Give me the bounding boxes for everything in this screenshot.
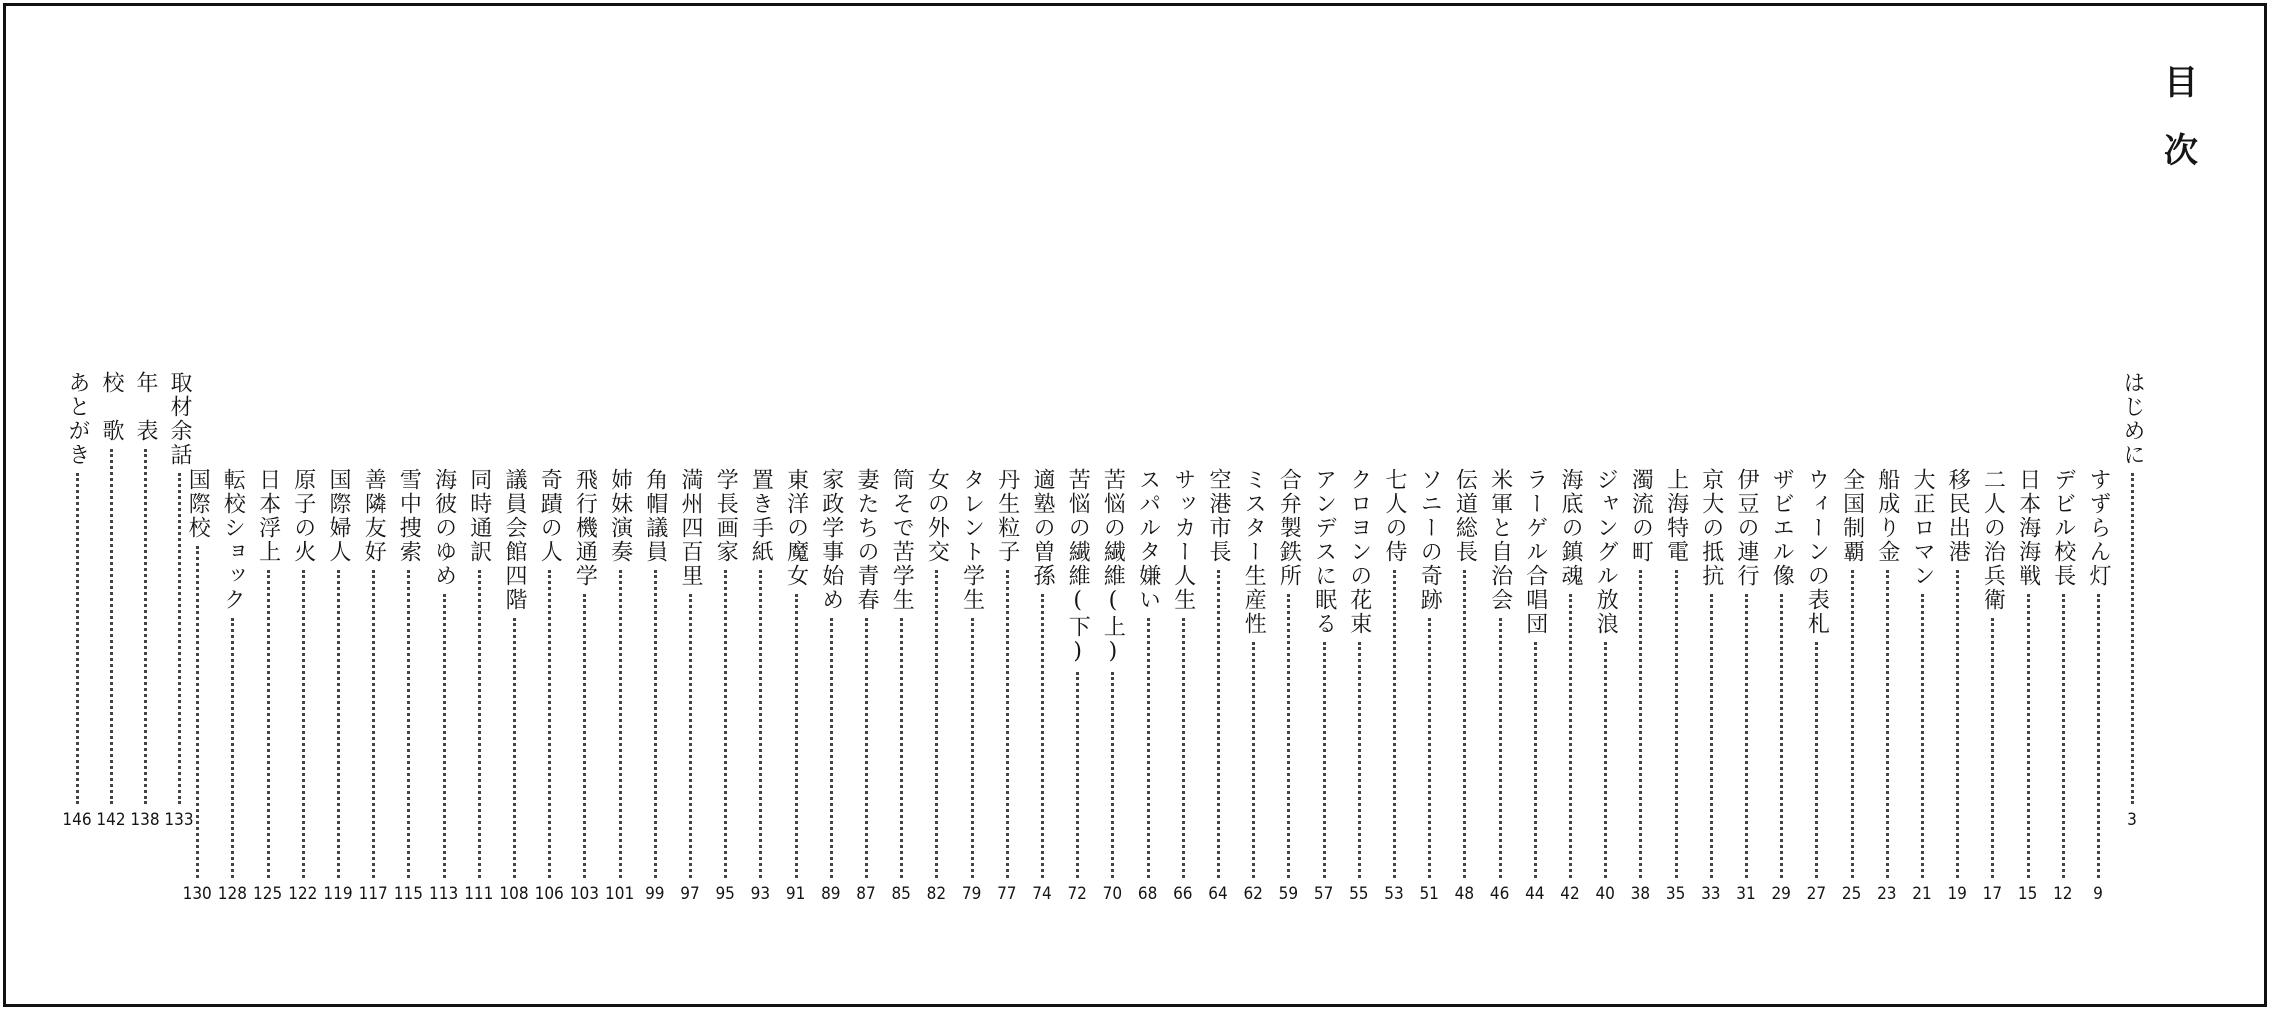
- toc-leader-dots: [110, 449, 113, 804]
- toc-entry-title: はじめに: [2120, 371, 2145, 467]
- toc-entry-title: 転校ショック: [220, 468, 246, 612]
- toc-page-number: 51: [1419, 884, 1439, 904]
- toc-page-number: 130: [182, 884, 212, 904]
- toc-page-number: 122: [288, 884, 318, 904]
- toc-page-number: 128: [217, 884, 247, 904]
- toc-leader-dots: [1604, 642, 1607, 878]
- toc-entry: [992, 468, 1022, 906]
- toc-page-number: 106: [534, 884, 564, 904]
- toc-page-number: 66: [1173, 884, 1193, 904]
- toc-entry-title: 七人の侍: [1382, 468, 1407, 564]
- toc-leader-dots: [900, 618, 903, 878]
- toc-entry-title: 合弁製鉄所: [1276, 468, 1302, 588]
- toc-leader-dots: [1111, 672, 1114, 878]
- toc-page-number: 138: [130, 810, 160, 830]
- toc-page-number: 89: [821, 884, 841, 904]
- toc-leader-dots: [513, 618, 516, 878]
- toc-entry-title: 二人の治兵衛: [1980, 468, 2006, 612]
- toc-page-number: 27: [1806, 884, 1827, 904]
- toc-entry-title: 姉妹演奏: [607, 468, 633, 564]
- toc-leader-dots: [443, 594, 446, 878]
- toc-leader-dots: [1815, 642, 1818, 878]
- toc-entry: [816, 468, 846, 906]
- toc-leader-dots: [1886, 570, 1889, 878]
- toc-leader-dots: [1921, 594, 1924, 878]
- toc-entry: [499, 468, 529, 906]
- toc-entry: [130, 371, 160, 832]
- toc-page-number: 35: [1665, 884, 1686, 904]
- toc-page-number: 70: [1102, 884, 1123, 904]
- toc-entry-title: 海彼のゆめ: [431, 468, 457, 588]
- toc-leader-dots: [1217, 570, 1220, 878]
- toc-entry: [1097, 468, 1127, 906]
- toc-entry: [2048, 468, 2078, 906]
- toc-entry: [675, 468, 705, 906]
- toc-page-number: 101: [605, 884, 635, 904]
- toc-entry: [1977, 468, 2007, 906]
- toc-leader-dots: [2027, 594, 2030, 878]
- toc-leader-dots: [144, 449, 147, 804]
- toc-leader-dots: [1745, 594, 1748, 878]
- toc-entry: [1062, 468, 1092, 906]
- toc-entry-title: 満州四百里: [678, 468, 703, 588]
- toc-entry: [393, 468, 423, 906]
- toc-page-number: 3: [2127, 810, 2137, 830]
- toc-page-number: 33: [1701, 884, 1721, 904]
- toc-entry-title: 適塾の曽孫: [1030, 468, 1055, 588]
- toc-leader-dots: [2131, 473, 2134, 804]
- toc-entry-title: 移民出港: [1945, 468, 1971, 564]
- toc-page-number: 85: [891, 884, 911, 904]
- toc-leader-dots: [1851, 570, 1854, 878]
- toc-leader-dots: [1956, 570, 1959, 878]
- toc-leader-dots: [1358, 642, 1361, 878]
- toc-entry: [253, 468, 283, 906]
- toc-entry-title: 家政学事始め: [818, 468, 844, 612]
- toc-entry: [96, 371, 126, 832]
- toc-entry-title: 取材余話: [167, 371, 192, 467]
- toc-entry-title: サッカー人生: [1170, 468, 1196, 612]
- toc-page-number: 133: [164, 810, 194, 830]
- toc-leader-dots: [1463, 570, 1466, 878]
- toc-entry: [1661, 468, 1691, 906]
- toc-entry-title: スパルタ嫌い: [1135, 468, 1161, 612]
- toc-page-number: 31: [1736, 884, 1756, 904]
- toc-entry-title: 国際校: [185, 468, 211, 540]
- toc-page-number: 48: [1454, 884, 1475, 904]
- toc-entry-title: 伝道総長: [1452, 468, 1478, 564]
- toc-entry-title: 日本海海戦: [2015, 468, 2041, 588]
- toc-page-number: 25: [1841, 884, 1862, 904]
- toc-page-number: 97: [680, 884, 700, 904]
- toc-entry: [1379, 468, 1409, 906]
- toc-entry: [1344, 468, 1374, 906]
- toc-entry: [1766, 468, 1796, 906]
- toc-entry: [886, 468, 916, 906]
- toc-leader-dots: [267, 570, 270, 878]
- toc-entry: [1309, 468, 1339, 906]
- toc-entry: [1801, 468, 1831, 906]
- toc-page-number: 82: [926, 884, 947, 904]
- toc-page-number: 111: [464, 884, 494, 904]
- toc-entry: [429, 468, 459, 906]
- toc-entry-title: クロヨンの花束: [1346, 468, 1372, 636]
- toc-entry: [1696, 468, 1726, 906]
- toc-page-number: 99: [645, 884, 665, 904]
- toc-leader-dots: [1393, 570, 1396, 878]
- toc-page-number: 93: [750, 884, 771, 904]
- toc-entry: [534, 468, 564, 906]
- toc-leader-dots: [1991, 618, 1994, 878]
- toc-entry: [745, 468, 775, 906]
- toc-entry-title: 置き手紙: [748, 468, 774, 564]
- toc-entry: [1168, 468, 1198, 906]
- toc-entry-title: ソニーの奇跡: [1417, 468, 1443, 612]
- toc-leader-dots: [1323, 642, 1326, 878]
- toc-page-number: 21: [1912, 884, 1932, 904]
- toc-page-number: 113: [429, 884, 459, 904]
- toc-leader-dots: [619, 570, 622, 878]
- toc-leader-dots: [1569, 594, 1572, 878]
- toc-page-number: 17: [1982, 884, 2003, 904]
- toc-page-number: 57: [1313, 884, 1334, 904]
- toc-leader-dots: [478, 570, 481, 878]
- toc-page-number: 103: [569, 884, 599, 904]
- toc-page-number: 146: [62, 810, 92, 830]
- toc-leader-dots: [1182, 618, 1185, 878]
- toc-entry: [358, 468, 388, 906]
- toc-entry-title: 大正ロマン: [1910, 468, 1935, 588]
- toc-entry: [957, 468, 987, 906]
- toc-entry: [1590, 468, 1620, 906]
- toc-page-number: 46: [1489, 884, 1510, 904]
- toc-page-number: 87: [856, 884, 876, 904]
- toc-leader-dots: [1780, 594, 1783, 878]
- toc-entry: [1203, 468, 1233, 906]
- toc-entry-title: 東洋の魔女: [783, 468, 809, 588]
- toc-page-number: 119: [323, 884, 353, 904]
- toc-entry-title: あとがき: [65, 371, 90, 467]
- toc-page-number: 59: [1278, 884, 1299, 904]
- toc-leader-dots: [407, 570, 410, 878]
- toc-page-number: 15: [2017, 884, 2038, 904]
- toc-leader-dots: [2097, 594, 2100, 878]
- toc-entry-title: 校 歌: [99, 371, 124, 443]
- toc-entry-title: 上海特電: [1663, 468, 1689, 564]
- toc-entry-title: 伊豆の連行: [1734, 468, 1759, 588]
- toc-page-number: 40: [1595, 884, 1615, 904]
- toc-leader-dots: [1428, 618, 1431, 878]
- toc-leader-dots: [1147, 618, 1150, 878]
- toc-entry: [1414, 468, 1444, 906]
- toc-leader-dots: [1252, 642, 1255, 878]
- toc-entry: [217, 468, 247, 906]
- toc-entry-title: ジャングル放浪: [1593, 468, 1619, 636]
- toc-page-number: 19: [1947, 884, 1967, 904]
- toc-entry-title: 学長画家: [713, 468, 739, 564]
- toc-leader-dots: [231, 618, 234, 878]
- toc-entry: [2083, 468, 2113, 906]
- toc-entry: [1942, 468, 1972, 906]
- toc-entry: [1238, 468, 1268, 906]
- toc-page-number: 38: [1630, 884, 1651, 904]
- toc-entry-title: ザビエル像: [1769, 468, 1795, 588]
- toc-leader-dots: [372, 570, 375, 878]
- toc-entry: [1485, 468, 1515, 906]
- toc-entry-title: すずらん灯: [2086, 468, 2111, 588]
- toc-entry-title: 米軍と自治会: [1487, 468, 1513, 612]
- toc-entry-title: 国際婦人: [326, 468, 351, 564]
- page-title: [2141, 63, 2221, 171]
- toc-entry-title: デビル校長: [2050, 468, 2076, 588]
- toc-entry-title: 角帽議員: [642, 468, 668, 564]
- toc-page-number: 142: [96, 810, 126, 830]
- toc-entry-title: 奇蹟の人: [537, 468, 563, 564]
- toc-page-number: 74: [1032, 884, 1052, 904]
- toc-entry-title: ウィーンの表札: [1804, 468, 1830, 636]
- toc-entry-title: ラーゲル合唱団: [1522, 468, 1548, 636]
- toc-entry: [1625, 468, 1655, 906]
- toc-leader-dots: [689, 594, 692, 878]
- toc-entry: [781, 468, 811, 906]
- toc-entry-title: 京大の抵抗: [1698, 468, 1724, 588]
- toc-entry: [710, 468, 740, 906]
- toc-entry-title: 全国制覇: [1839, 468, 1865, 564]
- toc-entry-title: 妻たちの青春: [854, 468, 879, 612]
- toc-leader-dots: [935, 570, 938, 878]
- toc-entry: [1520, 468, 1550, 906]
- toc-entry: [640, 468, 670, 906]
- toc-leader-dots: [1041, 594, 1044, 878]
- toc-leader-dots: [337, 570, 340, 878]
- toc-leader-dots: [2062, 594, 2065, 878]
- toc-entry-title: 同時通訳: [466, 468, 492, 564]
- toc-page-number: 79: [961, 884, 982, 904]
- toc-entry: [851, 468, 881, 906]
- toc-entry-title: 日本浮上: [255, 468, 281, 564]
- toc-entry: [1449, 468, 1479, 906]
- toc-entry-title: 丹生粒子: [994, 468, 1020, 564]
- toc-leader-dots: [76, 473, 79, 804]
- toc-page-number: 55: [1349, 884, 1369, 904]
- toc-leader-dots: [1006, 570, 1009, 878]
- toc-entry: [2013, 468, 2043, 906]
- toc-page-number: 53: [1384, 884, 1404, 904]
- toc-leader-dots: [302, 570, 305, 878]
- toc-entry: [605, 468, 635, 906]
- toc-page-number: 9: [2093, 884, 2103, 904]
- toc-leader-dots: [1499, 618, 1502, 878]
- toc-entry: [62, 371, 92, 832]
- toc-entry-title: 議員会館四階: [502, 468, 527, 612]
- toc-page-number: 12: [2053, 884, 2073, 904]
- toc-entry-title: 空港市長: [1206, 468, 1231, 564]
- toc-leader-dots: [654, 570, 657, 878]
- toc-entry-title: 濁流の町: [1628, 468, 1654, 564]
- toc-entry: [2117, 371, 2147, 832]
- toc-entry-title: 年 表: [133, 371, 158, 443]
- toc-entry-title: 女の外交: [924, 468, 950, 564]
- toc-entry-title: 雪中捜索: [396, 468, 422, 564]
- toc-leader-dots: [865, 618, 868, 878]
- toc-entry: [921, 468, 951, 906]
- toc-leader-dots: [1076, 672, 1079, 878]
- toc-entry-title: 飛行機通学: [572, 468, 598, 588]
- toc-page-number: 44: [1525, 884, 1545, 904]
- toc-page-number: 29: [1771, 884, 1791, 904]
- toc-entry-title: 海底の鎮魂: [1558, 468, 1583, 588]
- toc-page-number: 125: [253, 884, 283, 904]
- toc-entry: [1907, 468, 1937, 906]
- toc-entry: [323, 468, 353, 906]
- toc-entry: [1555, 468, 1585, 906]
- toc-entry: [569, 468, 599, 906]
- toc-entry: [464, 468, 494, 906]
- page-title-char-2: 次: [2164, 131, 2198, 171]
- toc-entry-title: 船成り金: [1874, 468, 1900, 564]
- toc-page-number: 23: [1877, 884, 1897, 904]
- toc-page-number: 91: [785, 884, 806, 904]
- toc-page-number: 95: [715, 884, 735, 904]
- toc-entry-title: 善隣友好: [361, 468, 387, 564]
- toc-entry: [1027, 468, 1057, 906]
- toc-page-number: 72: [1067, 884, 1087, 904]
- toc-leader-dots: [1287, 594, 1290, 878]
- toc-entry-title: アンデスに眠る: [1311, 468, 1337, 636]
- toc-entry: [1837, 468, 1867, 906]
- toc-page-number: 62: [1243, 884, 1263, 904]
- toc-page-number: 68: [1137, 884, 1158, 904]
- toc-entry: [288, 468, 318, 906]
- toc-leader-dots: [759, 570, 762, 878]
- toc-page-number: 64: [1208, 884, 1228, 904]
- toc-entry: [1273, 468, 1303, 906]
- toc-entry: [1133, 468, 1163, 906]
- toc-leader-dots: [548, 570, 551, 878]
- toc-page-number: 108: [499, 884, 529, 904]
- toc-page-number: 115: [393, 884, 423, 904]
- toc-entry-title: ミスター生産性: [1241, 468, 1267, 636]
- toc-entry-title: 苦悩の繊維(下): [1065, 468, 1091, 666]
- toc-leader-dots: [1534, 642, 1537, 878]
- page-frame: [3, 3, 2267, 1007]
- toc-leader-dots: [795, 594, 798, 878]
- toc-page-number: 77: [997, 884, 1017, 904]
- page-title-char-1: 目: [2164, 63, 2198, 103]
- toc-entry-title: 苦悩の繊維(上): [1100, 468, 1126, 666]
- toc-leader-dots: [724, 570, 727, 878]
- toc-entry-title: 原子の火: [290, 468, 316, 564]
- toc-entry-title: タレント学生: [959, 468, 985, 612]
- toc-entry-title: 筒そで苦学生: [889, 468, 915, 612]
- toc-leader-dots: [1675, 570, 1678, 878]
- toc-page-number: 42: [1560, 884, 1580, 904]
- toc-page-number: 117: [358, 884, 388, 904]
- toc-leader-dots: [971, 618, 974, 878]
- toc-entry: [1872, 468, 1902, 906]
- toc-leader-dots: [178, 473, 181, 804]
- toc-leader-dots: [830, 618, 833, 878]
- toc-entry: [1731, 468, 1761, 906]
- toc-entry: [164, 371, 194, 832]
- toc-leader-dots: [1710, 594, 1713, 878]
- toc-leader-dots: [1639, 570, 1642, 878]
- toc-leader-dots: [583, 594, 586, 878]
